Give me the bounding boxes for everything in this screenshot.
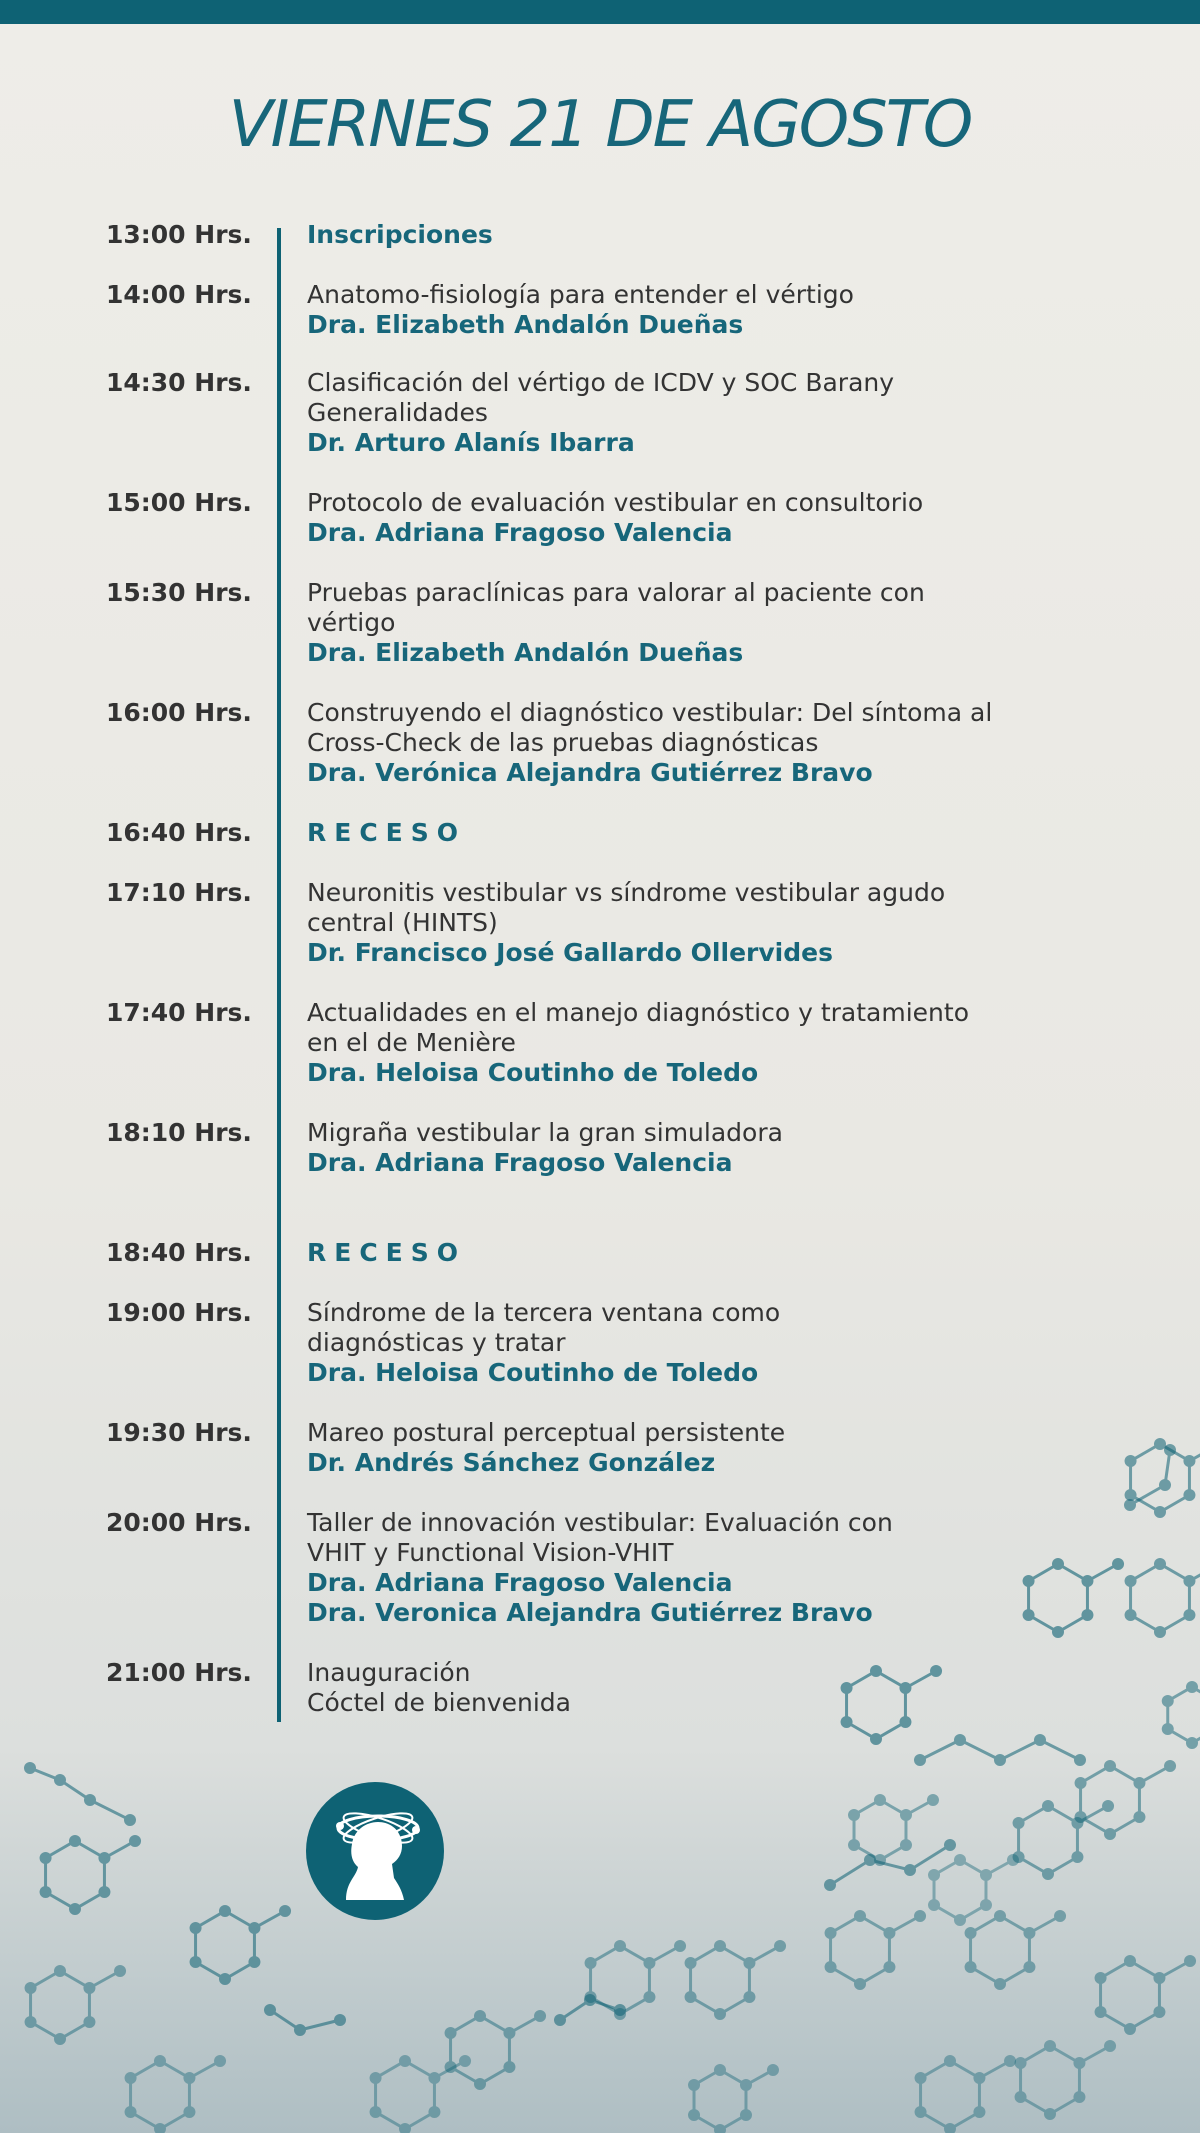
speaker-name: Dra. Elizabeth Andalón Dueñas	[307, 310, 744, 339]
speaker-name: Dr. Arturo Alanís Ibarra	[307, 428, 635, 457]
schedule-content	[307, 1238, 1107, 1268]
recess-label: RECESO	[307, 818, 467, 847]
session-title-line: Actualidades en el manejo diagnóstico y tratamiento	[307, 998, 969, 1027]
session-title-line: Migraña vestibular la gran simuladora	[307, 1118, 783, 1147]
session-title-line: Neuronitis vestibular vs síndrome vestibular agudo	[307, 878, 946, 907]
speaker-name: Dra. Veronica Alejandra Gutiérrez Bravo	[307, 1598, 873, 1627]
schedule-time: 15:00 Hrs.	[106, 488, 252, 517]
speaker-name: Dr. Francisco José Gallardo Ollervides	[307, 938, 833, 967]
session-title-line: Cross-Check de las pruebas diagnósticas	[307, 728, 819, 757]
schedule-time: 18:10 Hrs.	[106, 1118, 252, 1147]
schedule-time: 17:40 Hrs.	[106, 998, 252, 1027]
schedule-content	[307, 998, 1107, 1088]
schedule-content	[307, 1658, 1107, 1718]
session-title-line: en el de Menière	[307, 1028, 516, 1057]
schedule-content	[307, 1508, 1107, 1628]
session-title-line: Anatomo-fisiología para entender el vértigo	[307, 280, 854, 309]
speaker-name: Dr. Andrés Sánchez González	[307, 1448, 716, 1477]
schedule-content	[307, 698, 1107, 788]
schedule-time: 14:00 Hrs.	[106, 280, 252, 309]
session-title-line: Protocolo de evaluación vestibular en consultorio	[307, 488, 924, 517]
timeline-divider	[277, 228, 281, 1722]
session-title-line: diagnósticas y tratar	[307, 1328, 566, 1357]
speaker-name: Dra. Heloisa Coutinho de Toledo	[307, 1058, 759, 1087]
schedule-content	[307, 1298, 1107, 1388]
schedule-content	[307, 220, 1107, 250]
schedule-time: 16:40 Hrs.	[106, 818, 252, 847]
schedule-time: 13:00 Hrs.	[106, 220, 252, 249]
schedule-content	[307, 488, 1107, 548]
recess-label: RECESO	[307, 1238, 467, 1267]
schedule-time: 18:40 Hrs.	[106, 1238, 252, 1267]
session-title-line: central (HINTS)	[307, 908, 498, 937]
session-title-line: Taller de innovación vestibular: Evaluación con	[307, 1508, 893, 1537]
speaker-name: Dra. Verónica Alejandra Gutiérrez Bravo	[307, 758, 873, 787]
schedule-content	[307, 878, 1107, 968]
top-bar	[0, 0, 1200, 24]
schedule-time: 16:00 Hrs.	[106, 698, 252, 727]
speaker-name: Dra. Elizabeth Andalón Dueñas	[307, 638, 744, 667]
schedule-time: 15:30 Hrs.	[106, 578, 252, 607]
head-atom-logo-icon	[306, 1782, 444, 1920]
schedule-time: 21:00 Hrs.	[106, 1658, 252, 1687]
session-title-line: Clasificación del vértigo de ICDV y SOC Barany	[307, 368, 895, 397]
session-title-line: vértigo	[307, 608, 396, 637]
session-title-line: Construyendo el diagnóstico vestibular: Del síntoma al	[307, 698, 993, 727]
speaker-name: Dra. Adriana Fragoso Valencia	[307, 518, 733, 547]
schedule-time: 19:00 Hrs.	[106, 1298, 252, 1327]
schedule-time: 14:30 Hrs.	[106, 368, 252, 397]
session-title-line: Inauguración	[307, 1658, 471, 1687]
schedule-content	[307, 1418, 1107, 1478]
schedule-heading: Inscripciones	[307, 220, 493, 249]
speaker-name: Dra. Adriana Fragoso Valencia	[307, 1568, 733, 1597]
session-title-line: Síndrome de la tercera ventana como	[307, 1298, 781, 1327]
session-title-line: Pruebas paraclínicas para valorar al paciente con	[307, 578, 925, 607]
page-title: VIERNES 21 DE AGOSTO	[228, 88, 972, 162]
schedule-content	[307, 818, 1107, 848]
schedule-time: 20:00 Hrs.	[106, 1508, 252, 1537]
schedule-content	[307, 578, 1107, 668]
schedule-time: 19:30 Hrs.	[106, 1418, 252, 1447]
schedule-content	[307, 368, 1107, 458]
schedule-time: 17:10 Hrs.	[106, 878, 252, 907]
session-title-line: VHIT y Functional Vision-VHIT	[307, 1538, 674, 1567]
session-title-line: Cóctel de bienvenida	[307, 1688, 571, 1717]
schedule-content	[307, 280, 1107, 340]
session-title-line: Generalidades	[307, 398, 488, 427]
speaker-name: Dra. Adriana Fragoso Valencia	[307, 1148, 733, 1177]
schedule-content	[307, 1118, 1107, 1178]
speaker-name: Dra. Heloisa Coutinho de Toledo	[307, 1358, 759, 1387]
session-title-line: Mareo postural perceptual persistente	[307, 1418, 786, 1447]
